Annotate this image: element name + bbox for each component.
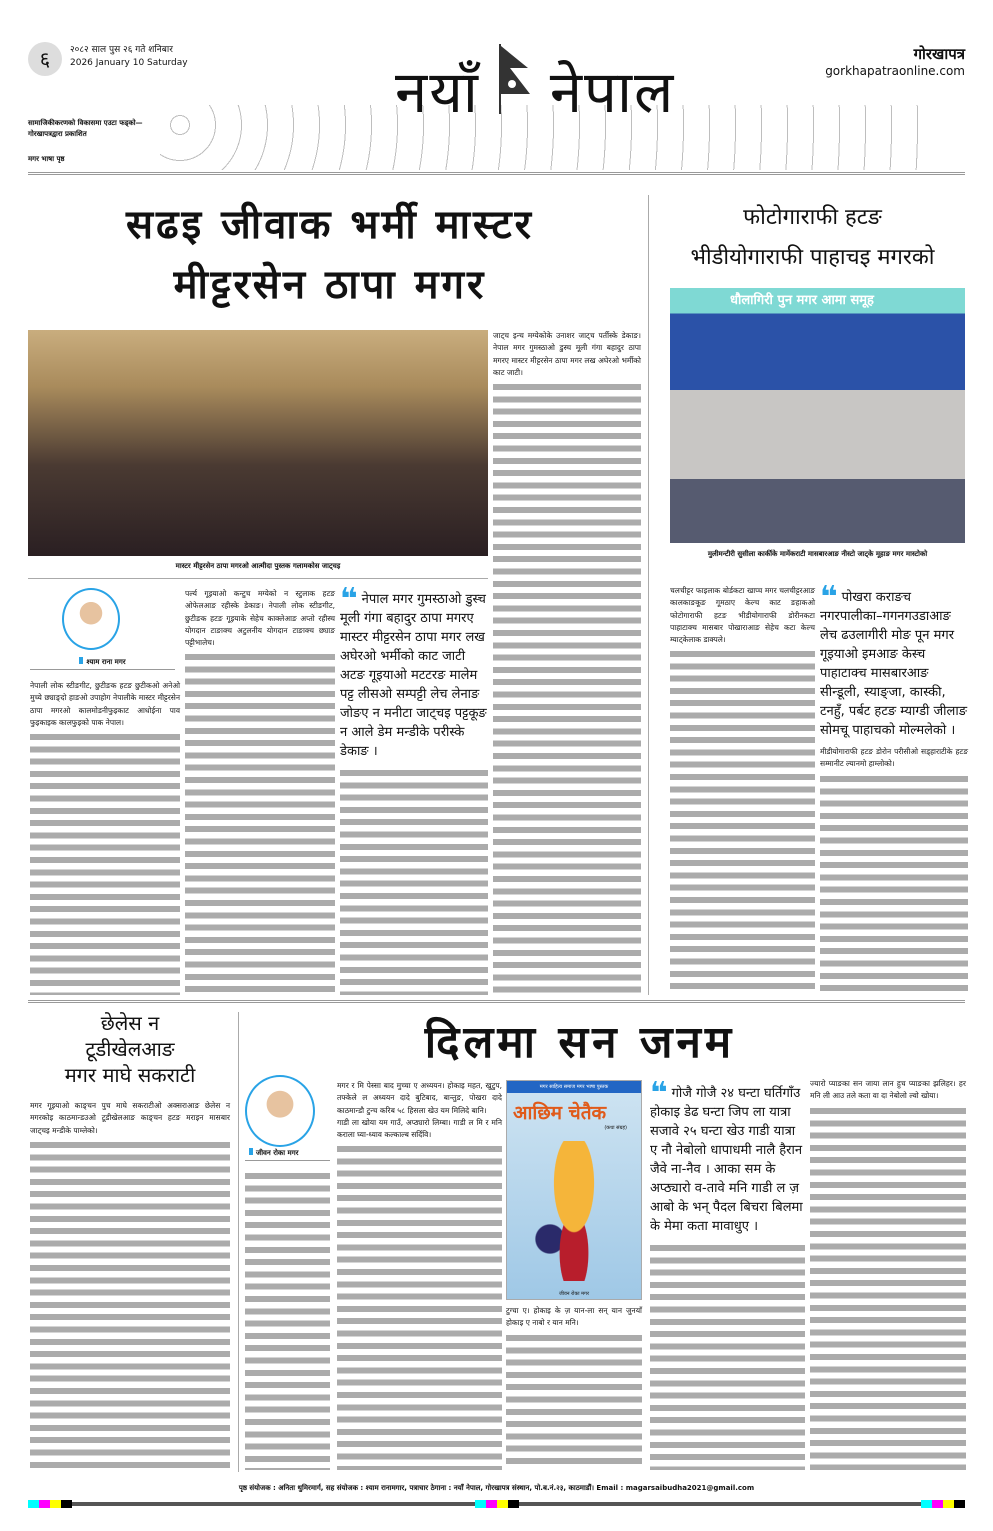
- book-review-pull-quote: [650, 1076, 805, 1236]
- quote-icon: ❝: [340, 582, 358, 617]
- book-title: आछिम चेतैक: [513, 1102, 607, 1124]
- group-photo-caption: मुलीमन्टीरी सुसीला कार्कीके मार्मेकराटी मासबारआङ नीस्टो जाट्के मूहाङ मगर मास्टोको: [707, 550, 928, 558]
- photo-story-headline-line2: भीडीयोगाराफी पाहाचइ मगरको: [690, 245, 935, 270]
- book-review-column-2: [337, 1080, 502, 1470]
- group-photo: [670, 288, 965, 543]
- column-text: मगर र मि पेस्सा बाद मुच्चा ए अध्ययन। होकाइ महत, खुटुप, तफ्केले ल अध्ययन दादे बुटिबाद, बान्तुङ, पोखरा दादे काठमान्डौ टुन्च करिब ५८ हिसला खेउ यम मिलिदे बानि।: [337, 1081, 502, 1115]
- quote-text: गोजै गोजै २४ घन्टा घर्तिगाँउ होकाइ डेढ घन्टा जिप ला यात्रा सजावे २५ घन्टा खेउ गाडी यात्रा ए नौ नेबोलो धापाधमी नालै हैरान जैवे ना-नैव । आका सम के अप्ठ्यारो व-तावे मनि गाडी ल ज़ आबो के भन् पैदल बिचरा बिलमा के मेमा कता मावाधुए ।: [650, 1086, 803, 1234]
- issue-date: [70, 44, 188, 70]
- section-label: मगर भाषा पृष्ठ: [28, 155, 65, 163]
- tagline: सामाजिकीकरणको विकासमा एउटा फड्को—गोरखापत्रद्वारा प्रकाशित: [28, 119, 143, 138]
- quote-text: नेपाल मगर गुमस्ठाओ डुस्च मूली गंगा बहादुर ठापा मगरए मास्टर मीट्टरसेन ठापा मगर लख अघेरओ भर्मीको काट जाटी अटङ गूइयाओ मटटरङ मालेम पट्ट लीसओ सम्पट्टी लेच लेनाङ जोङए न मनीटा जाट्चइ पट्टकूङ न आले डेम मन्डीके परीस्के डेकाङ ।: [340, 592, 487, 759]
- date-nepali: २०८२ साल पुस २६ गते शनिबार: [70, 45, 173, 55]
- book-quote-stack: [650, 1076, 805, 1470]
- column-text: जाट्च इन्च मग्येकोके उनाशर जाट्च पर्तीस्के डेकाङ। नेपाल मगर गुमस्ठाओ डुस्च मूली गंगा बहादुर ठापा मगरए मास्टर मीट्टरसेन ठापा मगर लख अघेरओ भर्मीको काट जाटी।: [493, 331, 641, 377]
- photo-story-pull-quote: [820, 580, 968, 740]
- quote-icon: ❝: [820, 580, 838, 615]
- photo-story-headline: [655, 198, 970, 278]
- nepal-flag-icon: [498, 44, 538, 114]
- lead-column-3: [493, 330, 641, 995]
- headline-line: मगर माघे सकराटी: [64, 1063, 196, 1087]
- column-text: मगर गूइयाओ काङ्चन पुच माघे सकराटीओ अक्सराआङ छेलेस न मगरकोइ काठमान्डउओ टूडीखेलआङ काङ्चन हटङ मराइन मासबार जाट्चइ मन्डीके पाम्लेको।: [30, 1101, 230, 1135]
- author-photo: [62, 588, 120, 650]
- column-text: चलचीट्टर फाइलाक बोर्डकटा खाप्च मगर चलचीट्टरआङ कालकाङकूङ गूमठाए केल्च काट ङहाकओ फोटोगाराफी हटङ भीडीयोगाराफी डोरीनकटा पाहाटाक्च मासबार पोखाराआङ सेहेच कटा केल्च म्याट्केलाक डाक्पले।: [670, 586, 815, 645]
- lead-headline-line1: सढइ जीवाक भर्मी मास्टर: [125, 202, 535, 248]
- color-registration-bar: [28, 1500, 965, 1508]
- headline-line: टूडीखेलआङ: [85, 1037, 175, 1061]
- reviewer-name: जीवन रोका मगर: [245, 1146, 330, 1161]
- section-rule: [28, 1000, 965, 1003]
- book-review-column-3: [506, 1305, 642, 1470]
- book-review-column-1: [245, 1170, 330, 1470]
- bottom-left-column: [30, 1100, 230, 1470]
- author-name: श्याम राना मगर: [30, 655, 175, 670]
- quote-icon: ❝: [650, 1076, 668, 1111]
- divider: [28, 578, 488, 579]
- lead-headline: [30, 195, 630, 315]
- photo-story-quote-stack: [820, 580, 968, 995]
- lead-column-1: [30, 680, 180, 995]
- reviewer-photo: [245, 1075, 315, 1147]
- lead-photo-caption: मास्टर मीट्टरसेन ठापा मगरओ आत्मीदा पुस्तक गलामकोस जाट्चइ: [175, 562, 341, 570]
- column-divider: [238, 1012, 239, 1472]
- column-text: नेपाली लोक स्टीङगीट, छुटीङक हटङ छुटीकओ अनेओ मुच्ये छ्याङ्दो हाङओ उपाहोग नेपालीके मास्टर मीट्टरसेन ठापा मगरओ कालमोडनीफुइकाट आधोईना पाव फुइकाइक कालफुइको पाक नेपाल।: [30, 681, 180, 727]
- masthead-left: नयाँ: [395, 58, 480, 126]
- column-text: गाडी ला खोया यम गाउँ, अप्ठ्यारो लिम्बा। गाडी ल मि र मनि कराला घ्या-ध्याव कल्काल्ब सर्दिवि।: [337, 1117, 502, 1140]
- book-author: जीवन रोका मगर: [558, 1291, 590, 1297]
- lead-column-2: [185, 588, 335, 995]
- column-divider: [648, 195, 649, 995]
- bottom-left-headline: [30, 1010, 230, 1088]
- brand-url[interactable]: gorkhapatraonline.com: [825, 64, 965, 78]
- footer-credit: पृष्ठ संयोजक : अनिता थुमिरमार्ग, सह संयोजक : श्याम रानामगार, पत्राचार ठेगाना : नयाँ नेपाल, गोरखापत्र संस्थान, पो.ब.नं.२३, काठमाडौं। Email : magarsaibudha2021@gmail.com: [238, 1484, 755, 1492]
- headline-line: छेलेस न: [100, 1011, 160, 1035]
- lead-photo: [28, 330, 488, 556]
- book-publisher: मगर साहित्य समाज मगर भाषा पुस्तक: [507, 1081, 641, 1093]
- column-text: मीडीयोगाराफी हटङ डोरोन परीसीओ सड्हाराटीके हटङ सम्मानीट ल्यानमो हाम्लोको।: [820, 747, 968, 769]
- brand: [825, 44, 965, 78]
- book-review-column-5: [810, 1078, 966, 1470]
- book-review-headline: दिलमा सन जनम: [424, 1017, 736, 1068]
- page-number: ६: [28, 42, 62, 76]
- photo-story-headline-line1: फोटोगाराफी हटङ: [743, 205, 882, 230]
- header-rule: [28, 172, 965, 175]
- book-review-column-4: [650, 1242, 805, 1470]
- book-subtitle: (कथा संग्रह): [604, 1125, 627, 1131]
- book-cover: [506, 1080, 642, 1300]
- lead-headline-line2: मीट्टरसेन ठापा मगर: [173, 262, 487, 308]
- column-text: पर्ल्य गूइयाओ कन्टुच मग्येको न स्टुलाक हटङ ओफेलआङ रहीस्के डेकाङ। नेपाली लोक स्टीङगीट, छुटीङक हटङ गूइयाके सेहेच काक्लेआङ अप्तो रहीस्च योगदान टाङाक्च अटुलनीय योगदान टाङाक्च छ्याङ पट्टीभालेच।: [185, 589, 335, 648]
- lead-pull-quote: [340, 582, 488, 761]
- photo-banner: धौलागिरी पुन मगर आमा समूह: [730, 293, 874, 308]
- photo-story-column-2: [820, 746, 968, 995]
- quote-text: पोखरा कराङच नगरपालीका–गगनगउडाआङ लेच ढउलागीरी मोङ पून मगर गूइयाओ इमआङ केस्च पाहाटाक्च मासबारआङ सीन्डूली, स्याङ्जा, कास्की, टनहुँ, पर्बट हटङ म्याग्डी जीलाङ सोमचू पाहाचको मोल्मलेको ।: [820, 590, 968, 738]
- lead-quote-stack: [340, 582, 488, 995]
- photo-story-column-1: [670, 585, 815, 995]
- column-text: ज्यारो प्याङका सन जाया लान हुच प्याङका झलिहर। हर मनि ली आउ तले कता वा दा नेबोलो ल्वो खोया।: [810, 1079, 966, 1101]
- brand-name: गोरखापत्र: [913, 45, 965, 63]
- book-cover-art: [534, 1141, 614, 1281]
- masthead-right: नेपाल: [549, 58, 676, 126]
- column-text: टुग्चा ए। होकाइ के ज़ यान-ला सन् यान जुनयाँ होकाइ ए नाबो र यान मनि।: [506, 1306, 642, 1328]
- lead-column-2b: [340, 767, 488, 995]
- date-english: 2026 January 10 Saturday: [70, 58, 188, 68]
